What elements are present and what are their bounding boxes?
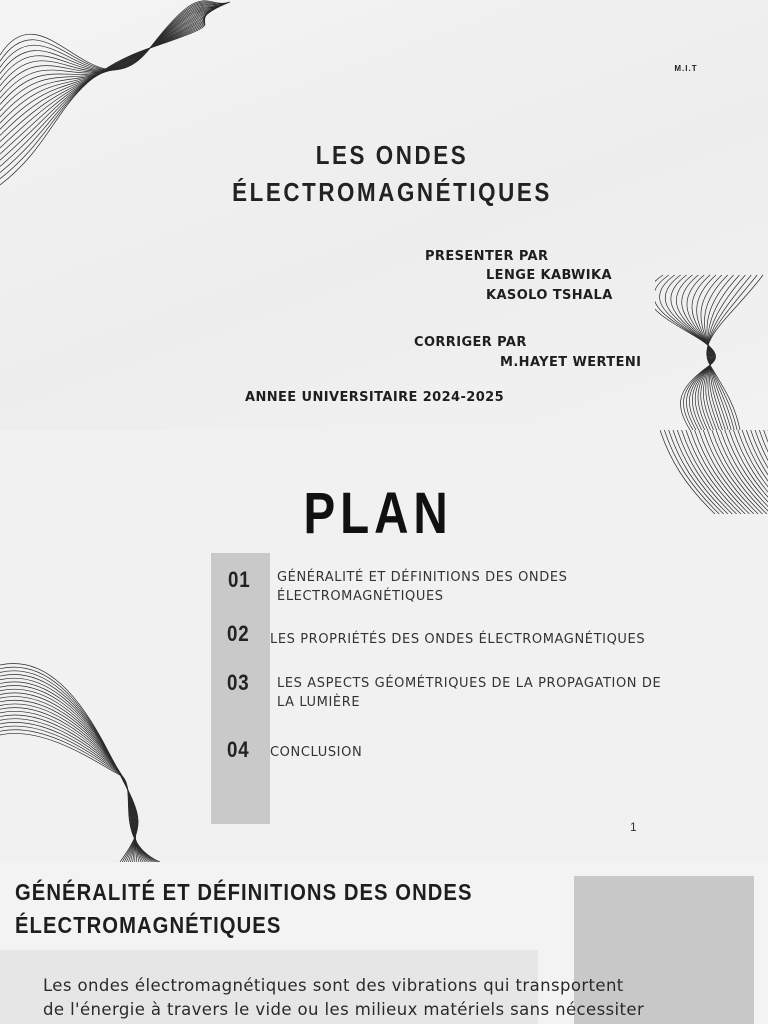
wave-line — [0, 697, 139, 862]
wave-line — [0, 719, 152, 862]
wave-lines-decoration-top-right — [660, 430, 768, 514]
title-line-2: ÉLECTROMAGNÉTIQUES — [232, 177, 552, 207]
wave-line — [0, 4, 225, 98]
plan-title: PLAN — [303, 481, 453, 546]
section-body-text — [43, 974, 763, 1022]
plan-item-text-line: LES ASPECTS GÉOMÉTRIQUES DE LA PROPAGATION DE — [277, 676, 662, 691]
body-text-line: de l'énergie à travers le vide ou les milieux matériels sans nécessiter — [43, 1000, 645, 1019]
plan-item-text-line: LA LUMIÈRE — [277, 695, 361, 710]
plan-item-text-line: GÉNÉRALITÉ ET DÉFINITIONS DES ONDES — [277, 570, 568, 585]
section-title-line-2: ÉLECTROMAGNÉTIQUES — [15, 912, 282, 938]
section-title — [15, 876, 508, 942]
title-line-1: LES ONDES — [315, 140, 469, 170]
plan-slide — [0, 430, 768, 862]
wave-line — [0, 682, 136, 862]
content-slide — [0, 862, 768, 1024]
plan-item-text — [270, 630, 645, 649]
plan-item-number: 03 — [227, 670, 250, 695]
presenter-name-1: LENGE KABWIKA — [486, 268, 612, 283]
wave-line — [0, 693, 137, 862]
wave-line — [0, 5, 222, 123]
body-text-line: Les ondes électromagnétiques sont des vibrations qui transportent — [43, 976, 624, 995]
plan-item-text — [277, 568, 568, 606]
wave-lines-decoration-top-left — [0, 0, 240, 210]
plan-item-number: 01 — [228, 567, 251, 592]
page-number: 1 — [630, 820, 637, 834]
wave-line — [707, 275, 763, 430]
plan-item-text-line: ÉLECTROMAGNÉTIQUES — [277, 589, 444, 604]
section-title-line-1: GÉNÉRALITÉ ET DÉFINITIONS DES ONDES — [15, 879, 473, 905]
plan-item-text-line: CONCLUSION — [270, 745, 363, 760]
wave-line — [0, 7, 218, 160]
wave-line — [660, 275, 715, 430]
academic-year: ANNEE UNIVERSITAIRE 2024-2025 — [245, 390, 505, 405]
plan-item-text-line: LES PROPRIÉTÉS DES ONDES ÉLECTROMAGNÉTIQUES — [270, 632, 646, 647]
wave-line — [759, 430, 768, 514]
plan-item-number: 04 — [227, 737, 250, 762]
wave-line — [0, 1, 230, 70]
wave-line — [0, 667, 138, 862]
presenter-name-2: KASOLO TSHALA — [486, 288, 613, 303]
wave-line — [0, 686, 136, 862]
plan-item-text — [277, 674, 661, 712]
wave-line — [655, 275, 715, 430]
wave-lines-decoration-right — [655, 265, 768, 430]
title-slide — [0, 0, 768, 430]
presentation-title — [220, 137, 564, 211]
plan-item-number: 02 — [227, 621, 250, 646]
wave-line — [0, 700, 141, 862]
institution-label: M.I.T — [674, 64, 698, 73]
plan-item-text — [270, 743, 362, 762]
corrector-label: CORRIGER PAR — [414, 335, 527, 350]
wave-line — [0, 722, 154, 862]
presenter-label: PRESENTER PAR — [425, 249, 549, 264]
wave-lines-decoration-left — [0, 660, 175, 862]
wave-line — [0, 6, 220, 142]
corrector-name: M.HAYET WERTENI — [500, 355, 642, 370]
